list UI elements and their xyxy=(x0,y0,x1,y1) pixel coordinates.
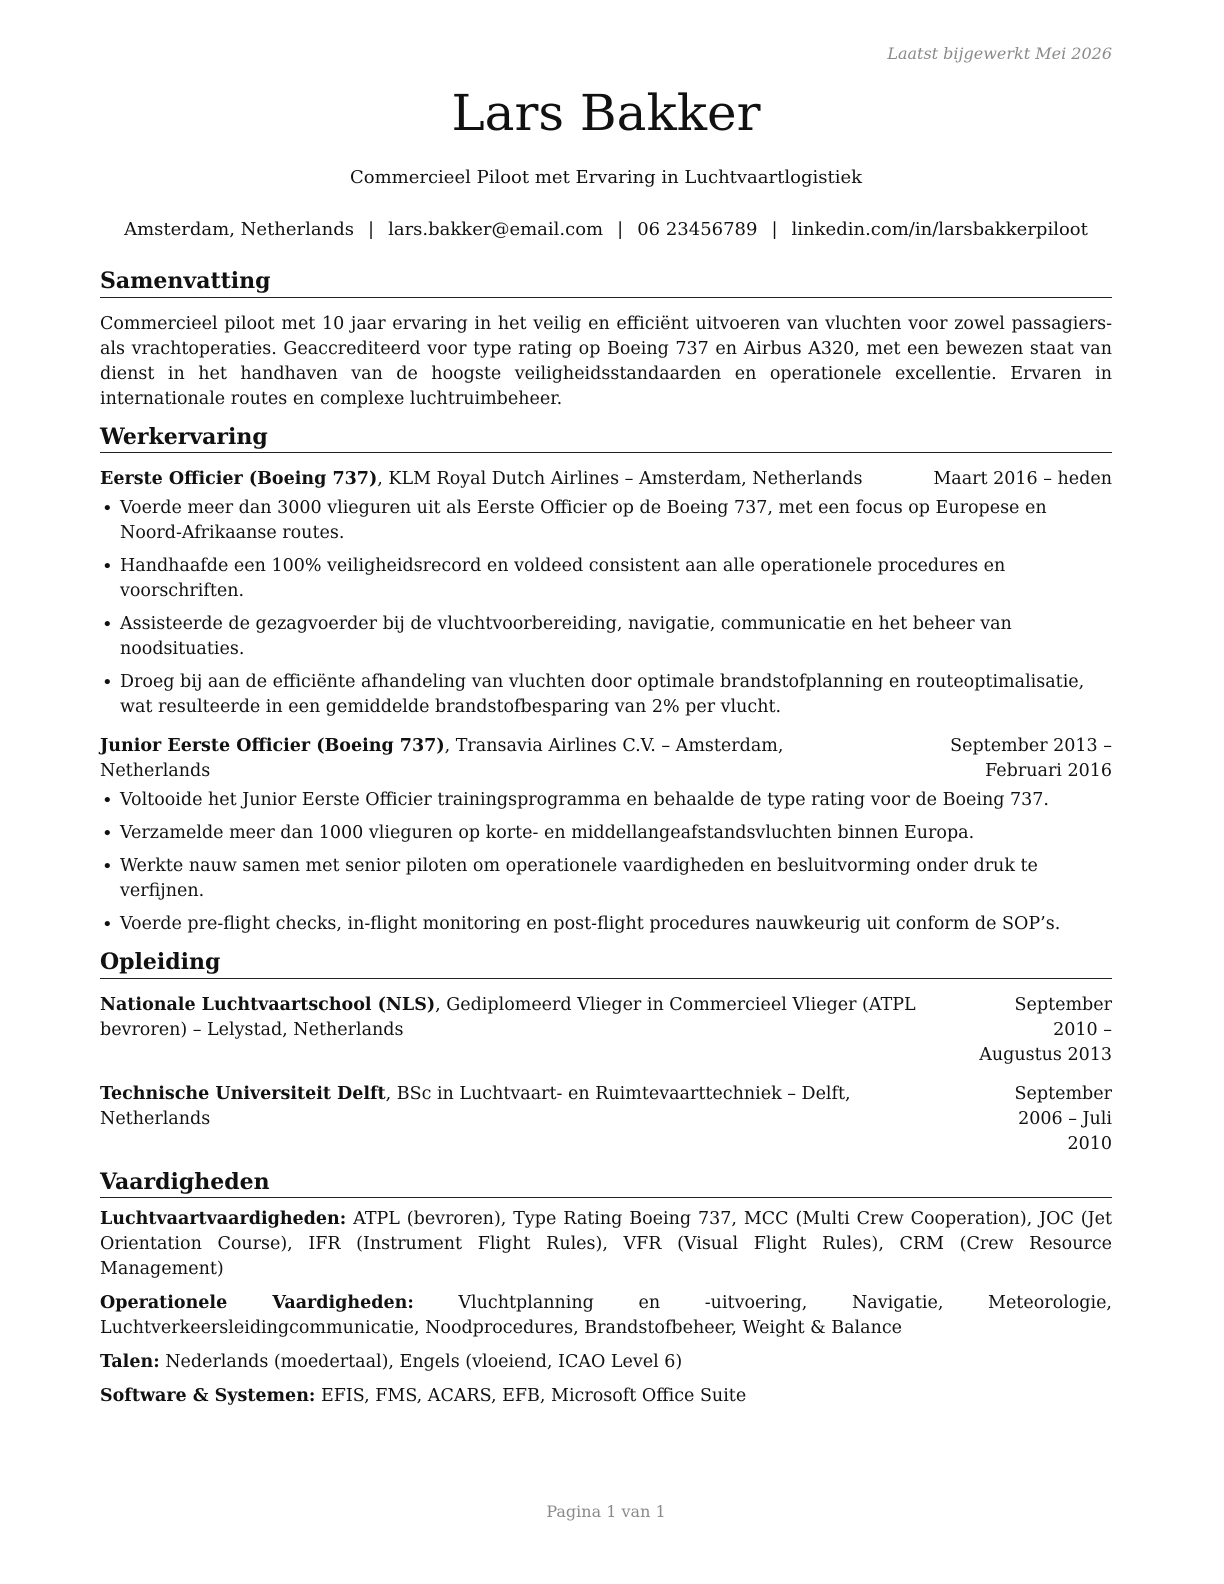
skill-group xyxy=(100,1350,1112,1375)
section-heading: Opleiding xyxy=(100,949,1112,979)
contact-separator: | xyxy=(368,219,375,240)
contact-separator: | xyxy=(771,219,778,240)
section-heading: Samenvatting xyxy=(100,268,1112,298)
skills-section xyxy=(100,1169,1112,1410)
job-org: , Transavia Airlines C.V. – Amsterdam, Netherlands xyxy=(100,736,784,781)
resume-page xyxy=(100,0,1112,1584)
job-entry xyxy=(100,734,1112,937)
list-item: • Assisteerde de gezagvoerder bij de vluchtvoorbereiding, navigatie, communicatie en het beheer van noodsituaties. xyxy=(100,612,1112,662)
skill-text: Vluchtplanning en -uitvoering, Navigatie, Meteorologie, Luchtverkeersleidingcommunicatie, Noodprocedures, Brandstofbeheer, Weight & Balance xyxy=(100,1293,1112,1338)
education-school: Nationale Luchtvaartschool (NLS) xyxy=(100,994,436,1015)
candidate-name: Lars Bakker xyxy=(451,84,761,142)
contact-phone: 06 23456789 xyxy=(637,219,758,240)
contact-location: Amsterdam, Netherlands xyxy=(124,219,354,240)
job-header xyxy=(100,467,1112,492)
skill-label: Operationele Vaardigheden: xyxy=(100,1293,414,1313)
last-updated: Laatst bijgewerkt Mei 2026 xyxy=(887,44,1112,63)
skill-label: Talen: xyxy=(100,1352,160,1372)
contact-linkedin[interactable]: linkedin.com/in/larsbakkerpiloot xyxy=(791,219,1088,240)
job-header xyxy=(100,734,1112,784)
candidate-headline: Commercieel Piloot met Ervaring in Luchtvaartlogistiek xyxy=(349,167,863,188)
job-bullets xyxy=(100,788,1112,937)
summary-section xyxy=(100,268,1112,412)
education-entry xyxy=(100,993,1112,1068)
contact-separator: | xyxy=(617,219,624,240)
job-org: , KLM Royal Dutch Airlines – Amsterdam, Netherlands xyxy=(377,469,863,489)
list-item: • Werkte nauw samen met senior piloten om operationele vaardigheden en besluitvorming onder druk te verfijnen. xyxy=(100,854,1112,904)
education-dates: September 2010 – Augustus 2013 xyxy=(979,994,1112,1065)
list-item: • Voerde pre-flight checks, in-flight monitoring en post-flight procedures nauwkeurig uit conform de SOP’s. xyxy=(100,912,1112,937)
skill-label: Luchtvaartvaardigheden: xyxy=(100,1209,347,1229)
skill-group xyxy=(100,1291,1112,1341)
summary-text: Commercieel piloot met 10 jaar ervaring in het veilig en efficiënt uitvoeren van vluchten voor zowel passagiers- als vrachtoperaties. Geaccrediteerd voor type rating op Boeing 737 en Airbus A320, met een bewezen staat van dienst in het handhaven van de hoogste veiligheidsstandaarden en operationele excellentie. Ervaren in internationale routes en complexe luchtruimbeheer. xyxy=(100,313,1112,409)
list-item: • Droeg bij aan de efficiënte afhandeling van vluchten door optimale brandstofplanning en routeoptimalisatie, wat resulteerde in een gemiddelde brandstofbesparing van 2% per vlucht. xyxy=(100,670,1112,720)
contact-email[interactable]: lars.bakker@email.com xyxy=(388,219,604,240)
education-detail: , BSc in Luchtvaart- en Ruimtevaarttechniek – Delft, Netherlands xyxy=(100,1083,851,1129)
skill-label: Software & Systemen: xyxy=(100,1386,316,1406)
job-entry xyxy=(100,467,1112,720)
job-bullets xyxy=(100,496,1112,720)
section-heading: Werkervaring xyxy=(100,424,1112,454)
list-item: • Voerde meer dan 3000 vlieguren uit als Eerste Officier op de Boeing 737, met een focus op Europese en Noord-Afrikaanse routes. xyxy=(100,496,1112,546)
skill-group xyxy=(100,1384,1112,1409)
education-detail: , Gediplomeerd Vlieger in Commercieel Vlieger (ATPL bevroren) – Lelystad, Netherlands xyxy=(100,994,916,1040)
education-entry xyxy=(100,1082,1112,1157)
skill-text: Nederlands (moedertaal), Engels (vloeiend, ICAO Level 6) xyxy=(159,1352,683,1372)
job-role: Eerste Officier (Boeing 737) xyxy=(100,469,378,489)
job-dates: Maart 2016 – heden xyxy=(933,469,1112,489)
skill-group xyxy=(100,1207,1112,1282)
job-dates: September 2013 – Februari 2016 xyxy=(950,736,1112,781)
education-dates: September 2006 – Juli 2010 xyxy=(1014,1083,1112,1154)
job-role: Junior Eerste Officier (Boeing 737) xyxy=(100,736,445,756)
section-heading: Vaardigheden xyxy=(100,1169,1112,1199)
skill-text: ATPL (bevroren), Type Rating Boeing 737, MCC (Multi Crew Cooperation), JOC (Jet Orientation Course), IFR (Instrument Flight Rules), VFR (Visual Flight Rules), CRM (Crew Resource Management) xyxy=(100,1209,1112,1279)
education-school: Technische Universiteit Delft xyxy=(100,1083,386,1104)
skill-text: EFIS, FMS, ACARS, EFB, Microsoft Office Suite xyxy=(315,1386,747,1406)
contact-line xyxy=(100,219,1112,240)
experience-section xyxy=(100,424,1112,938)
education-section xyxy=(100,949,1112,1157)
resume-content xyxy=(100,268,1112,1421)
list-item: • Voltooide het Junior Eerste Officier trainingsprogramma en behaalde de type rating voor de Boeing 737. xyxy=(100,788,1112,813)
list-item: • Verzamelde meer dan 1000 vlieguren op korte- en middellangeafstandsvluchten binnen Europa. xyxy=(100,821,1112,846)
list-item: • Handhaafde een 100% veiligheidsrecord en voldeed consistent aan alle operationele procedures en voorschriften. xyxy=(100,554,1112,604)
page-number: Pagina 1 van 1 xyxy=(546,1502,666,1521)
